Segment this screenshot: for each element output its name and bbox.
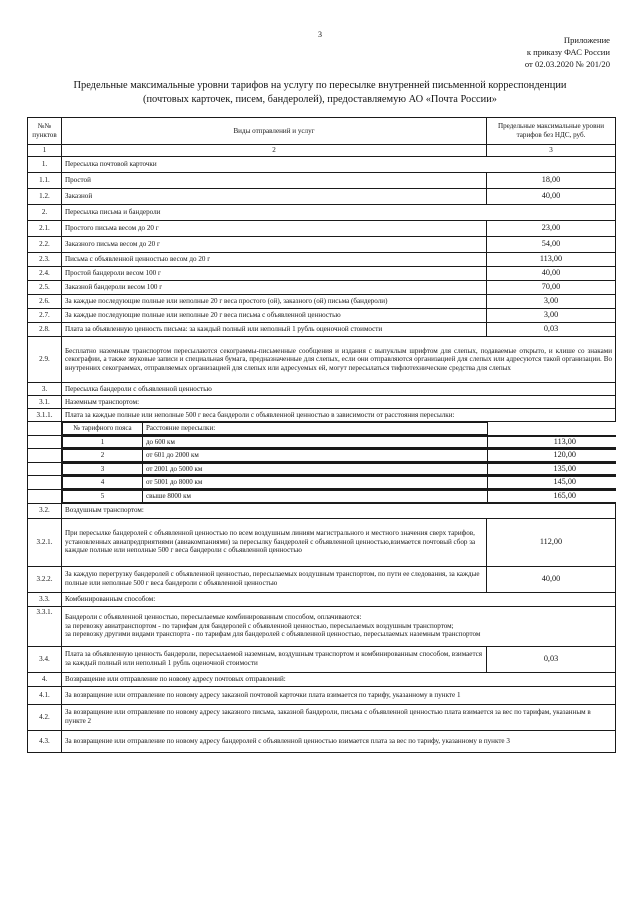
row-desc: Пересылка письма и бандероли (62, 205, 616, 221)
row-num: 2.8. (28, 323, 62, 337)
row-desc: Письма с объявленной ценностью весом до 20 г (62, 253, 487, 267)
row-desc: Пересылка почтовой карточки (62, 157, 616, 173)
zone-header-zone: № тарифного пояса (63, 423, 143, 435)
row-desc: Заказной (62, 189, 487, 205)
zone-header-cell (62, 422, 616, 436)
row-price: 0,03 (487, 646, 616, 672)
row-num: 2.3. (28, 253, 62, 267)
tariff-table (27, 117, 616, 753)
row-desc: Плата за объявленную ценность бандероли, пересылаемой наземным, воздушным транспортом и комбинированным способом, взимается за каждый полный или неполный 1 рубль оценочной стоимости (62, 646, 487, 672)
title-line-2: (почтовых карточек, писем, бандеролей), предоставляемую АО «Почта России» (143, 94, 497, 105)
row-num: 2.1. (28, 221, 62, 237)
row-desc: Комбинированным способом: (62, 592, 616, 606)
row-desc: Плата за объявленную ценность письма: за каждый полный или неполный 1 рубль оценочной стоимости (62, 323, 487, 337)
row-num: 4.1. (28, 686, 62, 704)
row-price: 54,00 (487, 237, 616, 253)
table-row (28, 503, 616, 518)
row-price: 18,00 (487, 173, 616, 189)
row-num: 3.3. (28, 592, 62, 606)
zone-price: 135,00 (488, 463, 616, 475)
zone-header-table (62, 422, 616, 435)
table-row (28, 566, 616, 592)
index-2: 2 (62, 145, 487, 157)
row-num: 3.1.1. (28, 409, 62, 422)
table-row (28, 646, 616, 672)
row-num: 2.7. (28, 309, 62, 323)
table-row (28, 672, 616, 686)
row-price: 23,00 (487, 221, 616, 237)
header-num: №№ пунктов (28, 118, 62, 145)
appendix-line-1: Приложение (563, 35, 610, 45)
zone-spacer (28, 489, 62, 503)
zone-row (28, 435, 616, 449)
row-num: 3.4. (28, 646, 62, 672)
zone-price: 165,00 (488, 490, 616, 502)
zone-header-distance: Расстояние пересылки: (143, 423, 488, 435)
row-desc: За возвращение или отправление по новому адресу бандеролей с объявленной ценностью взимается плата за вес по тарифу, указанному в пункте 3 (62, 730, 616, 752)
row-desc-line-2: за перевозку авиатранспортом - по тарифам для бандеролей с объявленной ценностью, пересылаемых воздушным транспортом; (65, 621, 454, 630)
row-num: 3. (28, 383, 62, 396)
table-row (28, 606, 616, 646)
row-num: 3.2. (28, 503, 62, 518)
zone-row (28, 489, 616, 503)
zone-distance: от 2001 до 5000 км (143, 463, 488, 475)
row-num: 4.3. (28, 730, 62, 752)
table-row (28, 383, 616, 396)
table-row (28, 337, 616, 383)
row-desc: Плата за каждые полные или неполные 500 г веса бандероли с объявленной ценностью в зависимости от расстояния пересылки: (62, 409, 616, 422)
row-num: 1. (28, 157, 62, 173)
row-desc: За каждую перегрузку бандеролей с объявленной ценностью, пересылаемых воздушным транспортом, по пути ее следования, за каждые полные или неполные 500 г веса бандероли с объявленной ценностью (62, 566, 487, 592)
row-num: 2.5. (28, 281, 62, 295)
table-index-row (28, 145, 616, 157)
row-price: 40,00 (487, 267, 616, 281)
row-num: 1.2. (28, 189, 62, 205)
row-price: 70,00 (487, 281, 616, 295)
zone-number: 1 (63, 436, 143, 448)
table-row (28, 173, 616, 189)
zone-spacer (28, 422, 62, 436)
row-price: 40,00 (487, 189, 616, 205)
row-price: 3,00 (487, 309, 616, 323)
row-desc: За каждые последующие полные или неполные 20 г веса письма с объявленной ценностью (62, 309, 487, 323)
document-title (50, 79, 590, 107)
table-row (28, 237, 616, 253)
row-price: 0,03 (487, 323, 616, 337)
zone-number: 3 (63, 463, 143, 475)
table-row (28, 281, 616, 295)
row-desc: Простой бандероли весом 100 г (62, 267, 487, 281)
row-desc: Возвращение или отправление по новому адресу почтовых отправлений: (62, 672, 616, 686)
row-desc-line-3: за перевозку другими видами транспорта - по тарифам для бандеролей с объявленной ценностью, пересылаемых наземным транспортом (65, 630, 481, 639)
row-desc: За возвращение или отправление по новому адресу заказной почтовой карточки плата взимается по тарифу, указанному в пункте 1 (62, 686, 616, 704)
row-desc: Простого письма весом до 20 г (62, 221, 487, 237)
zone-spacer (28, 462, 62, 476)
table-row (28, 295, 616, 309)
row-desc: Пересылка бандероли с объявленной ценностью (62, 383, 616, 396)
table-header-row (28, 118, 616, 145)
zone-price: 120,00 (488, 450, 616, 462)
row-num: 3.2.1. (28, 518, 62, 566)
zone-row (28, 476, 616, 490)
row-price: 40,00 (487, 566, 616, 592)
zone-distance: от 5001 до 8000 км (143, 477, 488, 489)
index-3: 3 (487, 145, 616, 157)
row-desc: При пересылке бандеролей с объявленной ценностью по всем воздушным линиям магистрального и местного значения сверх тарифов, установленных авиапредприятиями (авиакомпаниями) за пересылку бандеролей с объявленной ценностью,взимается почтовый сбор за каждые полные или неполные 500 г веса бандероли с объявленной ценностью (62, 518, 487, 566)
header-desc: Виды отправлений и услуг (62, 118, 487, 145)
zone-distance: от 601 до 2000 км (143, 450, 488, 462)
appendix-line-2: к приказу ФАС России (526, 47, 610, 57)
zone-header-row (28, 422, 616, 436)
row-desc (62, 606, 616, 646)
title-line-1: Предельные максимальные уровни тарифов на услугу по пересылке внутренней письменной корреспонденции (73, 80, 567, 91)
table-row (28, 323, 616, 337)
index-1: 1 (28, 145, 62, 157)
table-row (28, 267, 616, 281)
table-row (28, 221, 616, 237)
row-num: 2.9. (28, 337, 62, 383)
row-num: 2.4. (28, 267, 62, 281)
table-row (28, 205, 616, 221)
header-price: Предельные максимальные уровни тарифов без НДС, руб. (487, 118, 616, 145)
table-row (28, 409, 616, 422)
row-num: 4. (28, 672, 62, 686)
row-num: 2.6. (28, 295, 62, 309)
zone-price: 145,00 (488, 477, 616, 489)
row-price: 113,00 (487, 253, 616, 267)
zone-spacer (28, 435, 62, 449)
zone-distance: до 600 км (143, 436, 488, 448)
row-num: 1.1. (28, 173, 62, 189)
row-desc: За каждые последующие полные или неполные 20 г веса простого (ой), заказного (ой) письма (бандероли) (62, 295, 487, 309)
table-row (28, 157, 616, 173)
table-row (28, 189, 616, 205)
row-desc: Наземным транспортом: (62, 396, 616, 409)
row-num: 3.2.2. (28, 566, 62, 592)
table-row (28, 253, 616, 267)
row-num: 2.2. (28, 237, 62, 253)
row-desc: Заказного письма весом до 20 г (62, 237, 487, 253)
zone-row (28, 449, 616, 463)
row-num: 3.3.1. (28, 606, 62, 646)
table-row (28, 592, 616, 606)
table-row (28, 704, 616, 730)
zone-number: 5 (63, 490, 143, 502)
zone-spacer (28, 449, 62, 463)
row-desc: Простой (62, 173, 487, 189)
zone-price: 113,00 (488, 436, 616, 448)
zone-distance: свыше 8000 км (143, 490, 488, 502)
row-desc: Бесплатно наземным транспортом пересылаются секограммы-письменные сообщения и издания с выпуклым шрифтом для слепых, подаваемые открыто, и клише со знаками секографии, а также звуковые записи и специальная бумага, предназначенные для слепых, если они отправляются организацией для слепых или адресуются такой организации. Во внутренних секограммах, отправляемых организацией для слепых или адресуемых ей, могут пересылаться тифлотехнические средства для слепых (62, 337, 616, 383)
page-number: 3 (318, 30, 322, 39)
table-row (28, 518, 616, 566)
row-num: 2. (28, 205, 62, 221)
table-row (28, 686, 616, 704)
row-desc: За возвращение или отправление по новому адресу заказного письма, заказной бандероли, письма с объявленной ценностью плата взимается за вес по тарифам, указанным в пункте 2 (62, 704, 616, 730)
row-desc-line-1: Бандероли с объявленной ценностью, пересылаемые комбинированным способом, оплачиваются: (65, 613, 362, 622)
table-row (28, 730, 616, 752)
zone-row (28, 462, 616, 476)
appendix-block (440, 34, 610, 70)
row-desc: Воздушным транспортом: (62, 503, 616, 518)
row-num: 3.1. (28, 396, 62, 409)
zone-number: 4 (63, 477, 143, 489)
row-num: 4.2. (28, 704, 62, 730)
table-row (28, 309, 616, 323)
zone-spacer (28, 476, 62, 490)
row-price: 112,00 (487, 518, 616, 566)
appendix-line-3: от 02.03.2020 № 201/20 (524, 59, 610, 69)
zone-number: 2 (63, 450, 143, 462)
table-row (28, 396, 616, 409)
row-price: 3,00 (487, 295, 616, 309)
row-desc: Заказной бандероли весом 100 г (62, 281, 487, 295)
